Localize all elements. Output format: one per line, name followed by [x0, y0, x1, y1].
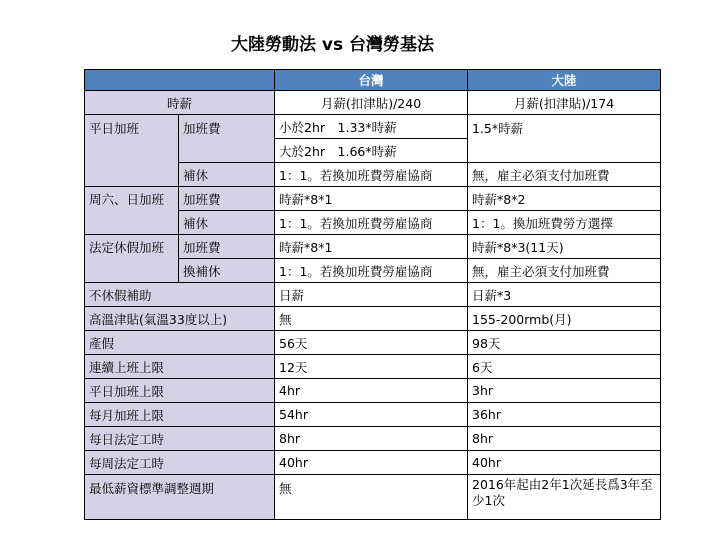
cell-taiwan: 56天 [275, 331, 468, 355]
table-row [85, 307, 661, 331]
table-row [85, 451, 661, 475]
table-row-weekend-ot-fee [85, 187, 661, 211]
cell-china: 時薪*8*2 [468, 187, 661, 211]
row-sub-label: 加班費 [179, 187, 275, 211]
cell-taiwan: 40hr [275, 451, 468, 475]
header-blank-cell [85, 70, 275, 91]
row-sub-label: 加班費 [179, 235, 275, 259]
cell-china: 日薪*3 [468, 283, 661, 307]
cell-taiwan: 大於2hr 1.66*時薪 [275, 139, 468, 163]
table-row-salary [85, 91, 661, 115]
comparison-table [84, 69, 661, 520]
row-label: 每月加班上限 [85, 403, 275, 427]
row-label: 產假 [85, 331, 275, 355]
row-sub-label: 加班費 [179, 115, 275, 163]
row-label: 最低薪資標準調整週期 [85, 475, 275, 520]
row-label: 不休假補助 [85, 283, 275, 307]
cell-china: 無，雇主必須支付加班費 [468, 163, 661, 187]
table-row-min-wage [85, 475, 661, 520]
row-sub-label: 補休 [179, 163, 275, 187]
row-group-label: 法定休假加班 [85, 235, 179, 283]
cell-china: 3hr [468, 379, 661, 403]
cell-taiwan: 8hr [275, 427, 468, 451]
cell-china: 8hr [468, 427, 661, 451]
header-row [85, 70, 661, 91]
row-label: 時薪 [85, 91, 275, 115]
cell-taiwan: 時薪*8*1 [275, 187, 468, 211]
row-sub-label: 補休 [179, 211, 275, 235]
cell-china: 2016年起由2年1次延長爲3年至少1次 [468, 475, 661, 520]
cell-taiwan: 1：1。若換加班費勞雇協商 [275, 211, 468, 235]
table-row [85, 331, 661, 355]
page-title: 大陸勞動法 vs 台灣勞基法 [231, 35, 435, 55]
cell-china: 6天 [468, 355, 661, 379]
row-group-label: 平日加班 [85, 115, 179, 187]
table-row [85, 379, 661, 403]
cell-taiwan: 54hr [275, 403, 468, 427]
cell-taiwan: 4hr [275, 379, 468, 403]
table-row-holiday-ot-fee [85, 235, 661, 259]
row-group-label: 周六、日加班 [85, 187, 179, 235]
cell-taiwan: 1：1。若換加班費勞雇協商 [275, 259, 468, 283]
cell-taiwan: 時薪*8*1 [275, 235, 468, 259]
table-row [85, 283, 661, 307]
cell-china: 40hr [468, 451, 661, 475]
table-row [85, 403, 661, 427]
row-label: 每日法定工時 [85, 427, 275, 451]
cell-taiwan: 1：1。若換加班費勞雇協商 [275, 163, 468, 187]
cell-china: 時薪*8*3(11天) [468, 235, 661, 259]
cell-china: 155-200rmb(月) [468, 307, 661, 331]
cell-china: 36hr [468, 403, 661, 427]
table-row [85, 427, 661, 451]
cell-china: 1：1。換加班費勞方選擇 [468, 211, 661, 235]
cell-taiwan: 12天 [275, 355, 468, 379]
cell-china: 月薪(扣津貼)/174 [468, 91, 661, 115]
header-china: 大陸 [468, 70, 661, 91]
cell-taiwan: 小於2hr 1.33*時薪 [275, 115, 468, 139]
cell-china: 98天 [468, 331, 661, 355]
cell-taiwan: 日薪 [275, 283, 468, 307]
table-row-weekday-ot-fee-1 [85, 115, 661, 139]
row-label: 高溫津貼(氣溫33度以上) [85, 307, 275, 331]
cell-taiwan: 無 [275, 475, 468, 520]
cell-taiwan: 無 [275, 307, 468, 331]
row-sub-label: 換補休 [179, 259, 275, 283]
cell-china: 1.5*時薪 [468, 115, 661, 163]
row-label: 每周法定工時 [85, 451, 275, 475]
cell-china: 無，雇主必須支付加班費 [468, 259, 661, 283]
row-label: 平日加班上限 [85, 379, 275, 403]
header-taiwan: 台灣 [275, 70, 468, 91]
table-row [85, 355, 661, 379]
cell-taiwan: 月薪(扣津貼)/240 [275, 91, 468, 115]
row-label: 連續上班上限 [85, 355, 275, 379]
